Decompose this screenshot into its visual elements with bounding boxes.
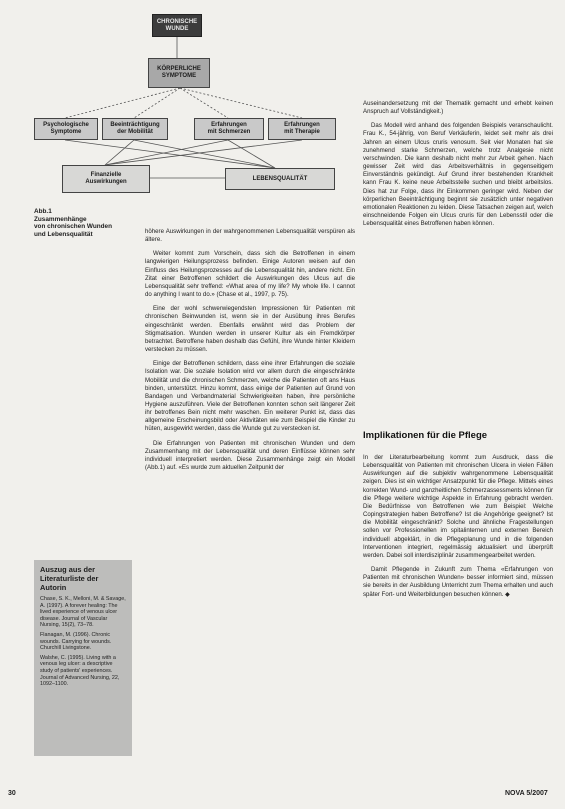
magazine-name: NOVA 5/2007 <box>505 790 548 797</box>
diagram-box-chronic-wound: CHRONISCHE WUNDE <box>152 14 202 37</box>
text-column-right-bottom <box>363 454 553 774</box>
paragraph: höhere Auswirkungen in der wahrgenommenen Lebensqualität verspüren als ältere. <box>145 228 355 244</box>
diagram-box-psychological: Psychologische Symptome <box>34 118 98 140</box>
literature-box <box>34 560 132 756</box>
paragraph: Das Modell wird anhand des folgenden Beispiels veranschaulicht. Frau K., 54-jährig, von Beruf Verkäuferin, leidet seit mehr als drei Jahren an einem Ulcus cruris venosum. Seit vier Monaten hat sie zunehmend starke Schmerzen, welche trotz Analgesie nicht verschwinden. Die kann deshalb nicht mehr zur Arbeit gehen. Nach gewisser Zeit wird das Arbeitsverhältnis in gegenseitigem Einverständnis gekündigt. Auf Grund ihrer bestehenden Krankheit kann Frau K. keine neue Arbeitsstelle suchen und bleibt arbeitslos. Dies hat zur Folge, dass ihr Einkommen geringer wird. Neben der körperlichen Beeinträchtigung beginnt sie zusätzlich unter negativen emotionalen Reaktionen zu leiden. Diese Tatsachen zeigen auf, welch einschneidende Folgen ein Ulcus cruris für den Lebensstil oder die Lebensqualität eines Betroffenen haben können. <box>363 122 553 228</box>
paragraph: Die Erfahrungen von Patienten mit chronischen Wunden und dem Zusammenhang mit der Lebensqualität und deren Einflüsse können sehr individuell interpretiert werden. Diese Zusammenhänge zeigt ein Modell (Abb.1) auf. «Es wurde zum aktuellen Zeitpunkt der <box>145 439 355 472</box>
caption-line: von chronischen Wunden <box>34 223 112 231</box>
diagram-box-mobility: Beeinträchtigung der Mobilität <box>102 118 168 140</box>
literature-reference: Walshe, C. (1995). Living with a venous leg ulcer: a descriptive study of patients' experiences. Journal of Advanced Nursing, 22, 1092–1100. <box>40 654 120 688</box>
paragraph: In der Literaturbearbeitung kommt zum Ausdruck, dass die Lebensqualität von Patienten mit chronischen Ulcera in vielen Fällen Auswirkungen auf die subjektiv wahrgenommene Lebensqualität zeigen. Dies ist ein wichtiger Ansatzpunkt für die Pflege. Mittels eines korrekten Wund- und ganzheitlichen Schmerzassessments können für die Pflege weitere wichtige Aspekte in Erfahrung gebracht werden. Die Bedürfnisse von Betroffenen wie zum Beispiel: Welche Copingstrategien haben Betroffene? Ist die Angehörige geeignet? Ist die Mobilität eingeschränkt? Solche und ähnliche Fragestellungen sollen vor Professionellen im spitalinternen und externen Bereich individuell abgeklärt, in die Pflegeplanung und in die folgenden Interventionen integriert, regelmässig aktualisiert und überprüft werden. Dabei soll interdisziplinär zusammengearbeitet werden. <box>363 454 553 559</box>
literature-reference: Chase, S. K., Melloni, M. & Savage, A. (1997). A forever healing: The lived experience of venous ulcer disease. Journal of Vascular Nursing, 15(2), 73–78. <box>40 596 126 629</box>
diagram-box-finance: Finanzielle Auswirkungen <box>62 165 150 193</box>
text-column-middle <box>145 228 355 773</box>
section-heading: Implikationen für die Pflege <box>363 430 488 441</box>
literature-reference: Flanagan, M. (1996). Chronic wounds. Carrying for wounds. Churchill Livingstone. <box>40 631 112 652</box>
literature-title: Auszug aus der Literaturliste der Autorin <box>40 565 99 592</box>
diagram-box-physical-symptoms: KÖRPERLICHE SYMPTOME <box>148 58 210 88</box>
caption-line: und Lebensqualität <box>34 230 93 238</box>
paragraph: Weiter kommt zum Vorschein, dass sich die Betroffenen in einem langwierigen Heilungsprozess befinden. Einige Autoren weisen auf den Einfluss des Heilungsprozesses auf die Lebensqualität hin, andere nicht. Ein Zitat einer Betroffenen schildert die Auswirkungen des Ulcus auf die Lebensqualität sehr treffend: «What area of my life? My whole life. I cannot do anything I want to do.» (Chase et al., 1997, p. 75). <box>145 250 355 299</box>
caption-label: Abb.1 <box>34 208 52 215</box>
figure-caption <box>34 208 144 238</box>
diagram-box-therapy: Erfahrungen mit Therapie <box>268 118 336 140</box>
text-column-right-top <box>363 100 553 406</box>
page-number: 30 <box>8 790 16 797</box>
paragraph: Einige der Betroffenen schildern, dass eine ihrer Erfahrungen die soziale Isolation war. Die soziale Isolation wird vor allem durch die eingeschränkte Mobilität und die chronischen Schmerzen, welche die Patienten oft ans Haus binden, unterstützt. Hinzu kommt, dass einige der Patienten auf Grund von Bandagen und Verbandmaterial Schwierigkeiten haben, ihre persönliche Hygiene auszuführen. Viele der Betroffenen konnten schon seit längerer Zeit ihr betroffenes Bein nicht mehr waschen. Ein weiterer Punkt ist, dass das allgemeine Erscheinungsbild oder Aktivitäten wie zum Beispiel die Kinder zu hüten, ausgewirkt werden, dass die Wunde gut zu verstecken ist. <box>145 360 355 433</box>
diagram-box-quality: LEBENSQUALITÄT <box>225 168 335 190</box>
diagram-box-pain: Erfahrungen mit Schmerzen <box>194 118 264 140</box>
paragraph: Eine der wohl schwerwiegendsten Impressionen für Patienten mit chronischen Beinwunden ist, wenn sie in der Ausübung ihres Berufes eingeschränkt werden. Ebenfalls erwähnt wird das Problem der Stigmatisation. Wunden werden in unserer Kultur als ein Fremdkörper betrachtet. Betroffene haben deshalb das Gefühl, ihre Wunde hinter Kleidern verstecken zu müssen. <box>145 305 355 354</box>
caption-line: Zusammenhänge <box>34 215 87 223</box>
paragraph: Auseinandersetzung mit der Thematik gemacht und erhebt keinen Anspruch auf Vollständigkeit.) <box>363 100 553 116</box>
paragraph: Damit Pflegende in Zukunft zum Thema «Erfahrungen von Patienten mit chronischen Wunden» besser informiert sind, müssen sie bereits in der Ausbildung Unterricht zum Thema erhalten und auch später Fort- und Weiterbildungen besuchen können. ◆ <box>363 566 553 598</box>
